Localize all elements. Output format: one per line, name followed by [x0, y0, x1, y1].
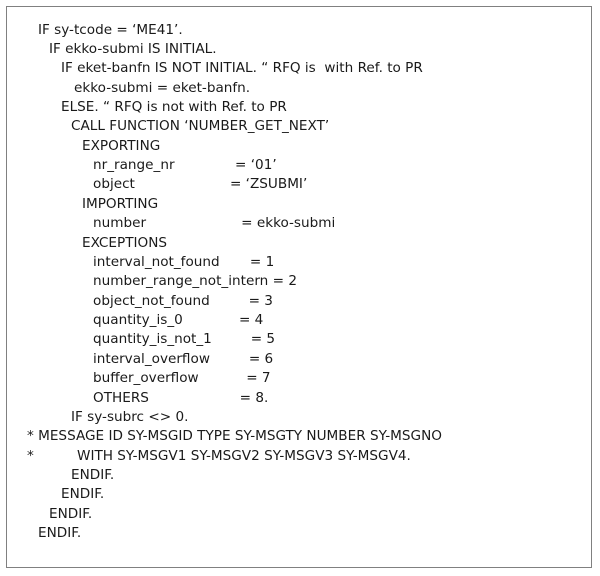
- code-line: interval_not_found = 1: [93, 254, 275, 270]
- code-line: OTHERS = 8.: [93, 390, 269, 406]
- code-listing-box: [6, 6, 592, 568]
- code-line: object_not_found = 3: [93, 293, 273, 309]
- code-line: ELSE. “ RFQ is not with Ref. to PR: [61, 99, 287, 115]
- code-line: number = ekko-submi: [93, 215, 336, 231]
- code-line: buffer_overflow = 7: [93, 370, 271, 386]
- code-comment-line: * WITH SY-MSGV1 SY-MSGV2 SY-MSGV3 SY-MSGV4.: [27, 448, 411, 464]
- code-line: IMPORTING: [82, 196, 159, 212]
- code-line: quantity_is_0 = 4: [93, 312, 264, 328]
- code-comment-line: * MESSAGE ID SY-MSGID TYPE SY-MSGTY NUMBER SY-MSGNO: [27, 428, 442, 444]
- code-line: object = ‘ZSUBMI’: [93, 176, 308, 192]
- code-line: ENDIF.: [71, 467, 115, 483]
- code-line: ENDIF.: [49, 506, 93, 522]
- code-line: number_range_not_intern = 2: [93, 273, 297, 289]
- code-line: IF sy-subrc <> 0.: [71, 409, 189, 425]
- code-line: CALL FUNCTION ‘NUMBER_GET_NEXT’: [71, 118, 330, 134]
- code-line: ekko-submi = eket-banfn.: [74, 80, 251, 96]
- code-line: ENDIF.: [61, 486, 105, 502]
- code-line: quantity_is_not_1 = 5: [93, 331, 276, 347]
- code-line: IF eket-banfn IS NOT INITIAL. “ RFQ is with Ref. to PR: [61, 60, 423, 76]
- code-line: IF ekko-submi IS INITIAL.: [49, 41, 217, 57]
- code-line: interval_overflow = 6: [93, 351, 274, 367]
- code-line: nr_range_nr = ‘01’: [93, 157, 277, 173]
- code-line: ENDIF.: [38, 525, 82, 541]
- code-line: EXPORTING: [82, 138, 161, 154]
- code-line: EXCEPTIONS: [82, 235, 168, 251]
- code-line: IF sy-tcode = ‘ME41’.: [38, 22, 183, 38]
- code-block: [7, 7, 591, 567]
